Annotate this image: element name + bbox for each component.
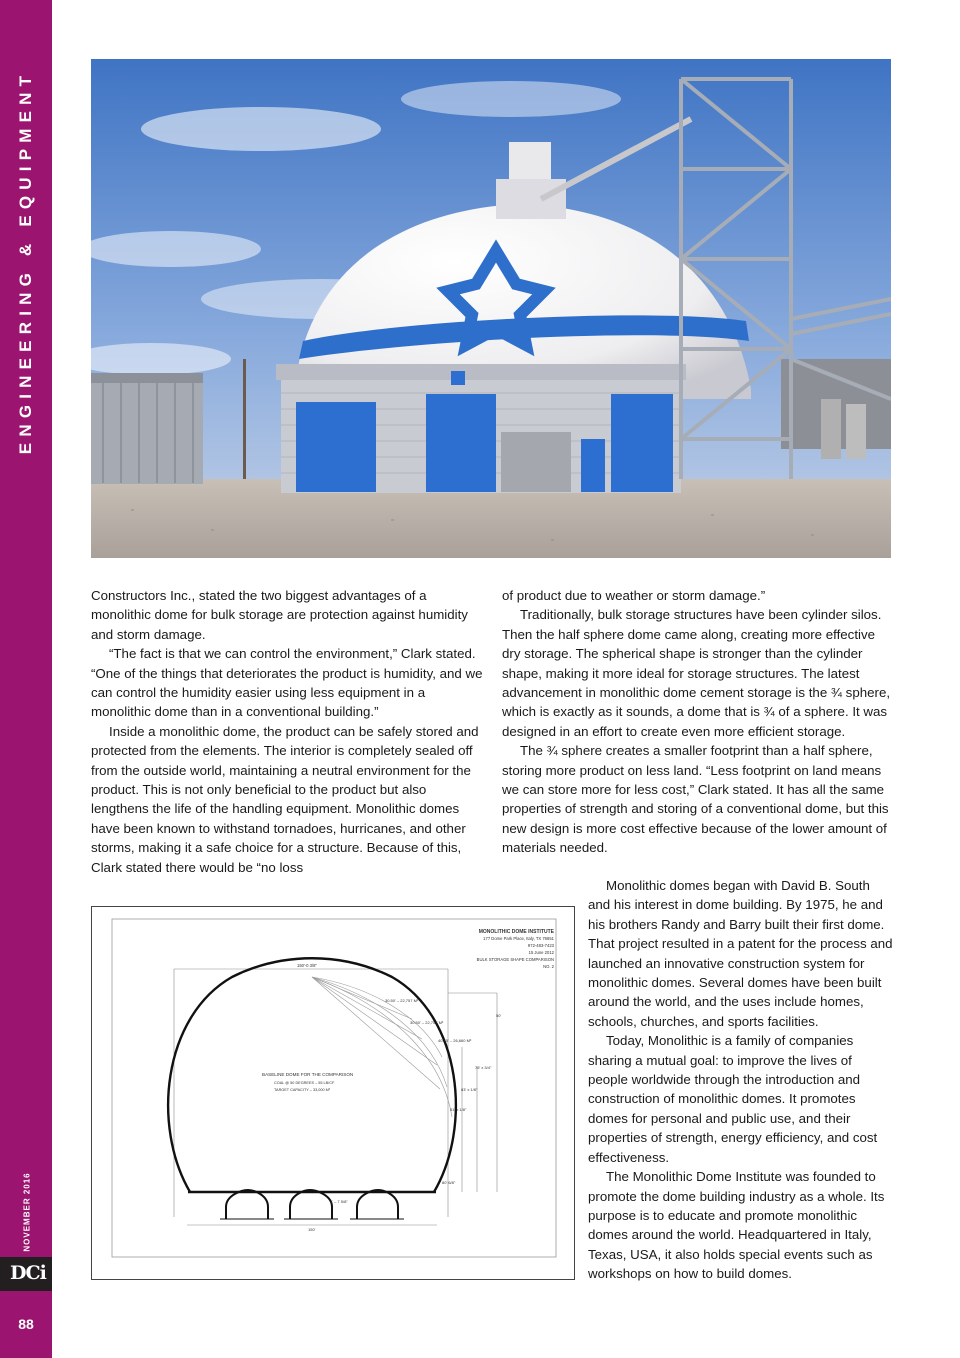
dome-photo	[91, 59, 891, 558]
diagram-dim-label: 30.50' – 22,757 M³	[410, 1020, 444, 1025]
paragraph: The Monolithic Dome Institute was founded to promote the dome building industry as a whole. Its purpose is to educate and promote monolithic domes around the world. Headquartered in Italy, Texas, USA, it also holds special events such as workshops on how to build domes.	[588, 1169, 885, 1282]
diagram-dim-label: 83' x 1/8"	[461, 1087, 478, 1092]
diagram-dim-label: 150'-0 3/8"	[297, 963, 317, 968]
paragraph: Today, Monolithic is a family of companies sharing a mutual goal: to improve the lives of people worldwide through the introduction and construction of monolithic domes. It promotes domes for personal and public use, and their properties of strength, energy efficiency, and cost effectiveness.	[588, 1033, 878, 1165]
diagram-dim-label: 4' – 7 5/8"	[330, 1199, 348, 1204]
diagram-header-line: 177 Dome Park Place, Italy, TX 76651	[483, 936, 554, 941]
diagram-dim-label: 75' x 3/4"	[475, 1065, 492, 1070]
article-column-1	[91, 586, 486, 877]
diagram-header-line: NO. 2	[543, 964, 554, 969]
page-number: 88	[18, 1316, 34, 1332]
diagram-dim-label: 40.75' – 26,660 M³	[438, 1038, 472, 1043]
diagram-dim-label: 150'	[308, 1227, 316, 1232]
article-column-3	[588, 876, 894, 1284]
paragraph: Monolithic domes began with David B. South and his interest in dome building. By 1975, he and his brothers Randy and Barry built their first dome. That project resulted in a patent for the process and launched an innovative construction system for monolithic domes. Several domes have been built around the world, and the uses include homes, schools, churches, and sports facilities.	[588, 878, 893, 1029]
paragraph: of product due to weather or storm damage.”	[502, 588, 766, 603]
diagram-dim-label: 30.50' – 22,757 M³	[385, 998, 419, 1003]
diagram-header-line: 15 June 2012	[528, 950, 554, 955]
diagram-dim-label: 50'	[496, 1013, 502, 1018]
paragraph: Constructors Inc., stated the two biggest advantages of a monolithic dome for bulk storage are protection against humidity and storm damage.	[91, 588, 468, 642]
paragraph: Inside a monolithic dome, the product can be safely stored and protected from the elements. The interior is completely sealed off from the outside world, maintaining a neutral environment for the product. This is not only beneficial to the product but also lengthens the life of the handling equipment. Monolithic domes have been known to withstand tornadoes, hurricanes, and other storms, making it a safe choice for a structure. Because of this, Clark stated there would be “no loss	[91, 723, 479, 875]
diagram-header-line: BULK STORAGE SHAPE COMPARISON	[476, 957, 554, 962]
paragraph: Traditionally, bulk storage structures have been cylinder silos. Then the half sphere dome came along, creating more effective dry storage. The spherical shape is stronger than the cylinder shape, making it more ideal for storage structures. The latest advancement in monolithic dome cement storage is the ¾ sphere, which is exactly as it sounds, a dome that is ¾ of a sphere. It was designed in an effort to create even more efficient storage.	[502, 607, 891, 739]
diagram-baseline-label: COAL @ 50 DEGREES – 55 LB/CF	[274, 1081, 335, 1085]
issue-date: NOVEMBER 2016	[22, 1172, 32, 1252]
diagram-header-line: 972-483-7423	[527, 943, 554, 948]
magazine-logo-text: DCi	[10, 1262, 46, 1284]
diagram-baseline-label: BASELINE DOME FOR THE COMPARISON	[262, 1072, 354, 1077]
diagram-dim-label: 80' 6/8"	[442, 1180, 456, 1185]
paragraph: “The fact is that we can control the environment,” Clark stated. “One of the things that deteriorates the product is humidity, and we can control the humidity easier using less equipment in a monolithic dome than in a conventional building.”	[91, 646, 483, 720]
dome-shape-diagram	[91, 906, 575, 1280]
article-column-2	[502, 586, 894, 858]
diagram-baseline-label: TARGET CAPACITY – 33,000 M³	[274, 1088, 331, 1092]
section-title: ENGINEERING & EQUIPMENT	[16, 69, 35, 455]
diagram-dim-label: 51' x 1/8"	[450, 1107, 467, 1112]
paragraph: The ¾ sphere creates a smaller footprint than a half sphere, storing more product on less land. “Less footprint on land means we can store more for less cost,” Clark stated. It has all the same properties of strength and storing of a conventional dome, but this new design is more cost effective because of the lower amount of materials needed.	[502, 743, 889, 856]
diagram-header-line: MONOLITHIC DOME INSTITUTE	[478, 929, 554, 935]
